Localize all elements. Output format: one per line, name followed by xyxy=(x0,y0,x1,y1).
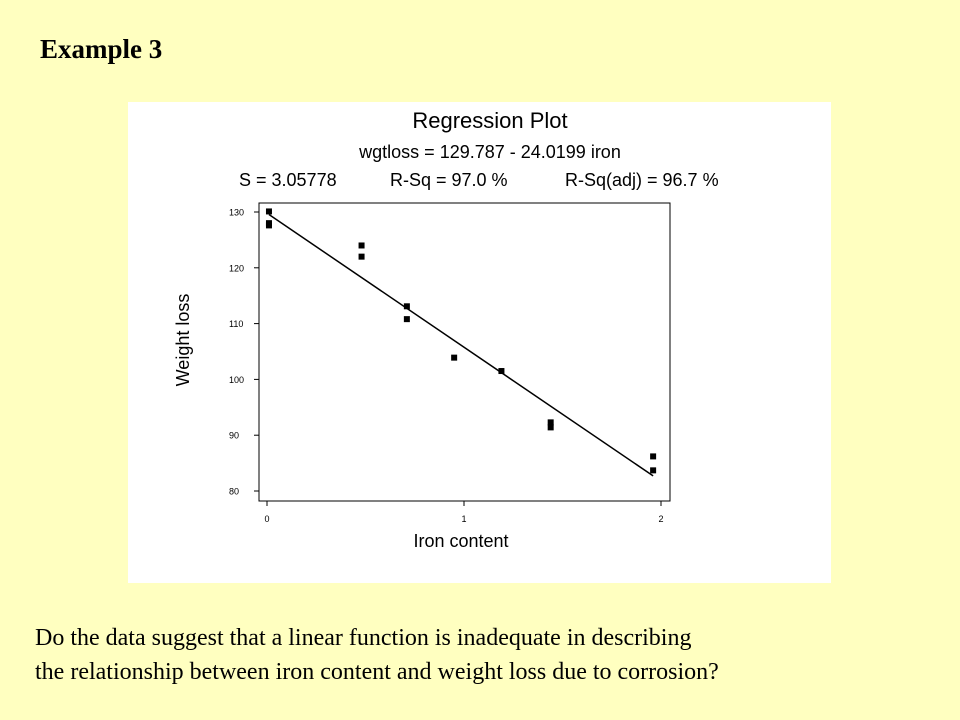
data-points xyxy=(266,208,656,473)
data-point xyxy=(548,424,554,430)
data-point xyxy=(404,303,410,309)
data-point xyxy=(266,220,272,226)
regression-fit-line xyxy=(269,215,653,476)
data-point xyxy=(404,316,410,322)
stat-r-sq-adj: R-Sq(adj) = 96.7 % xyxy=(565,170,719,190)
question-line-1: Do the data suggest that a linear function is inadequate in describing xyxy=(35,625,692,651)
stat-r-sq: R-Sq = 97.0 % xyxy=(390,170,508,190)
plot-area-frame xyxy=(259,203,670,501)
x-axis-label: Iron content xyxy=(413,531,509,551)
y-tick-label: 120 xyxy=(229,263,245,274)
question-text xyxy=(35,621,945,689)
y-tick-label: 90 xyxy=(229,430,240,441)
data-point xyxy=(451,355,457,361)
chart-title: Regression Plot xyxy=(412,108,568,133)
data-point xyxy=(266,208,272,214)
data-point xyxy=(359,242,365,248)
slide-title: Example 3 xyxy=(40,34,163,64)
data-point xyxy=(650,467,656,473)
x-tick-label: 2 xyxy=(658,514,664,524)
data-point xyxy=(650,453,656,459)
x-tick-label: 1 xyxy=(461,514,467,524)
x-axis xyxy=(264,501,663,524)
x-tick-label: 0 xyxy=(264,514,270,524)
regression-plot-panel xyxy=(128,102,831,583)
regression-plot xyxy=(128,102,831,583)
data-point xyxy=(359,254,365,260)
y-tick-label: 80 xyxy=(229,486,240,497)
data-point xyxy=(498,368,504,374)
y-axis xyxy=(229,208,259,497)
regression-equation: wgtloss = 129.787 - 24.0199 iron xyxy=(359,142,621,162)
y-tick-label: 130 xyxy=(229,207,245,218)
y-axis-label: Weight loss xyxy=(173,293,193,387)
y-tick-label: 100 xyxy=(229,374,245,385)
stat-s: S = 3.05778 xyxy=(239,170,337,190)
question-line-2: the relationship between iron content and weight loss due to corrosion? xyxy=(35,659,719,685)
y-tick-label: 110 xyxy=(229,319,244,330)
